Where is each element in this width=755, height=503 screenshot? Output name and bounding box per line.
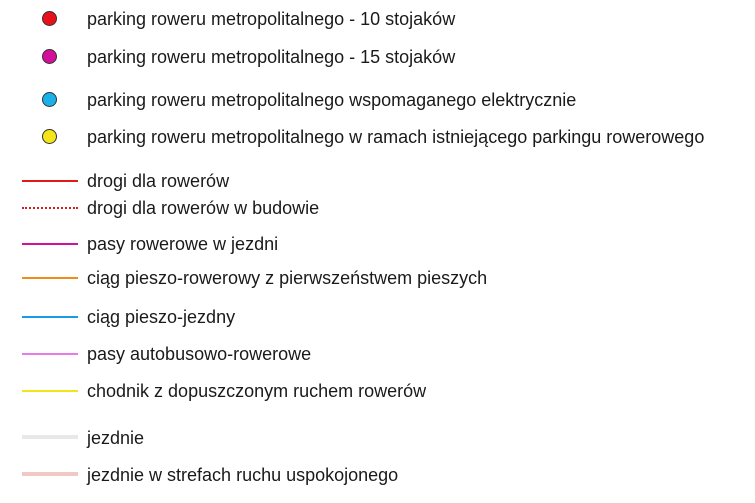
legend-label: parking roweru metropolitalnego wspomaganego elektrycznie — [87, 90, 577, 110]
legend-label: ciąg pieszo-jezdny — [87, 307, 236, 327]
legend-symbol — [20, 423, 78, 453]
legend-item-parking-15 — [0, 42, 755, 72]
magenta-dot-icon — [42, 49, 57, 64]
legend-item-bike-roads-construction — [0, 193, 755, 223]
legend-label: drogi dla rowerów — [87, 171, 230, 191]
legend-item-pedestrian-bike — [0, 263, 755, 293]
legend-label: pasy rowerowe w jezdni — [87, 234, 279, 254]
legend-symbol — [20, 4, 78, 34]
legend-item-roadways — [0, 423, 755, 453]
legend-label: drogi dla rowerów w budowie — [87, 198, 320, 218]
light-pink-line-icon — [22, 472, 78, 476]
legend-item-pedestrian-road — [0, 302, 755, 332]
legend-symbol — [20, 166, 78, 196]
legend-item-bus-bike-lanes — [0, 339, 755, 369]
legend-symbol — [20, 302, 78, 332]
yellow-dot-icon — [42, 129, 57, 144]
legend-label: parking roweru metropolitalnego - 15 stojaków — [87, 47, 456, 67]
grey-line-icon — [22, 435, 78, 439]
legend-item-sidewalk-bikes — [0, 376, 755, 406]
legend-symbol — [20, 85, 78, 115]
legend-item-parking-electric — [0, 85, 755, 115]
blue-line-icon — [22, 316, 78, 318]
orange-line-icon — [22, 277, 78, 279]
legend-label: jezdnie w strefach ruchu uspokojonego — [87, 465, 399, 485]
legend-symbol — [20, 122, 78, 152]
legend-symbol — [20, 460, 78, 490]
legend-label: parking roweru metropolitalnego - 10 stojaków — [87, 9, 456, 29]
red-dotted-line-icon — [22, 207, 78, 209]
legend-item-bike-roads — [0, 166, 755, 196]
red-line-icon — [22, 180, 78, 182]
legend-item-calm-zone-roadways — [0, 460, 755, 490]
legend-label: ciąg pieszo-rowerowy z pierwszeństwem pieszych — [87, 268, 488, 288]
legend-symbol — [20, 42, 78, 72]
red-dot-icon — [42, 11, 57, 26]
legend-label: chodnik z dopuszczonym ruchem rowerów — [87, 381, 427, 401]
yellow-line-icon — [22, 390, 78, 392]
legend-item-parking-10 — [0, 4, 755, 34]
legend-item-bike-lanes — [0, 229, 755, 259]
legend-symbol — [20, 376, 78, 406]
legend-label: jezdnie — [87, 428, 145, 448]
legend-item-parking-existing — [0, 122, 755, 152]
legend-symbol — [20, 263, 78, 293]
legend-symbol — [20, 339, 78, 369]
legend-label: pasy autobusowo-rowerowe — [87, 344, 312, 364]
legend-symbol — [20, 193, 78, 223]
blue-dot-icon — [42, 92, 57, 107]
legend-symbol — [20, 229, 78, 259]
pink-line-icon — [22, 353, 78, 355]
magenta-line-icon — [22, 243, 78, 245]
legend-label: parking roweru metropolitalnego w ramach istniejącego parkingu rowerowego — [87, 127, 705, 147]
